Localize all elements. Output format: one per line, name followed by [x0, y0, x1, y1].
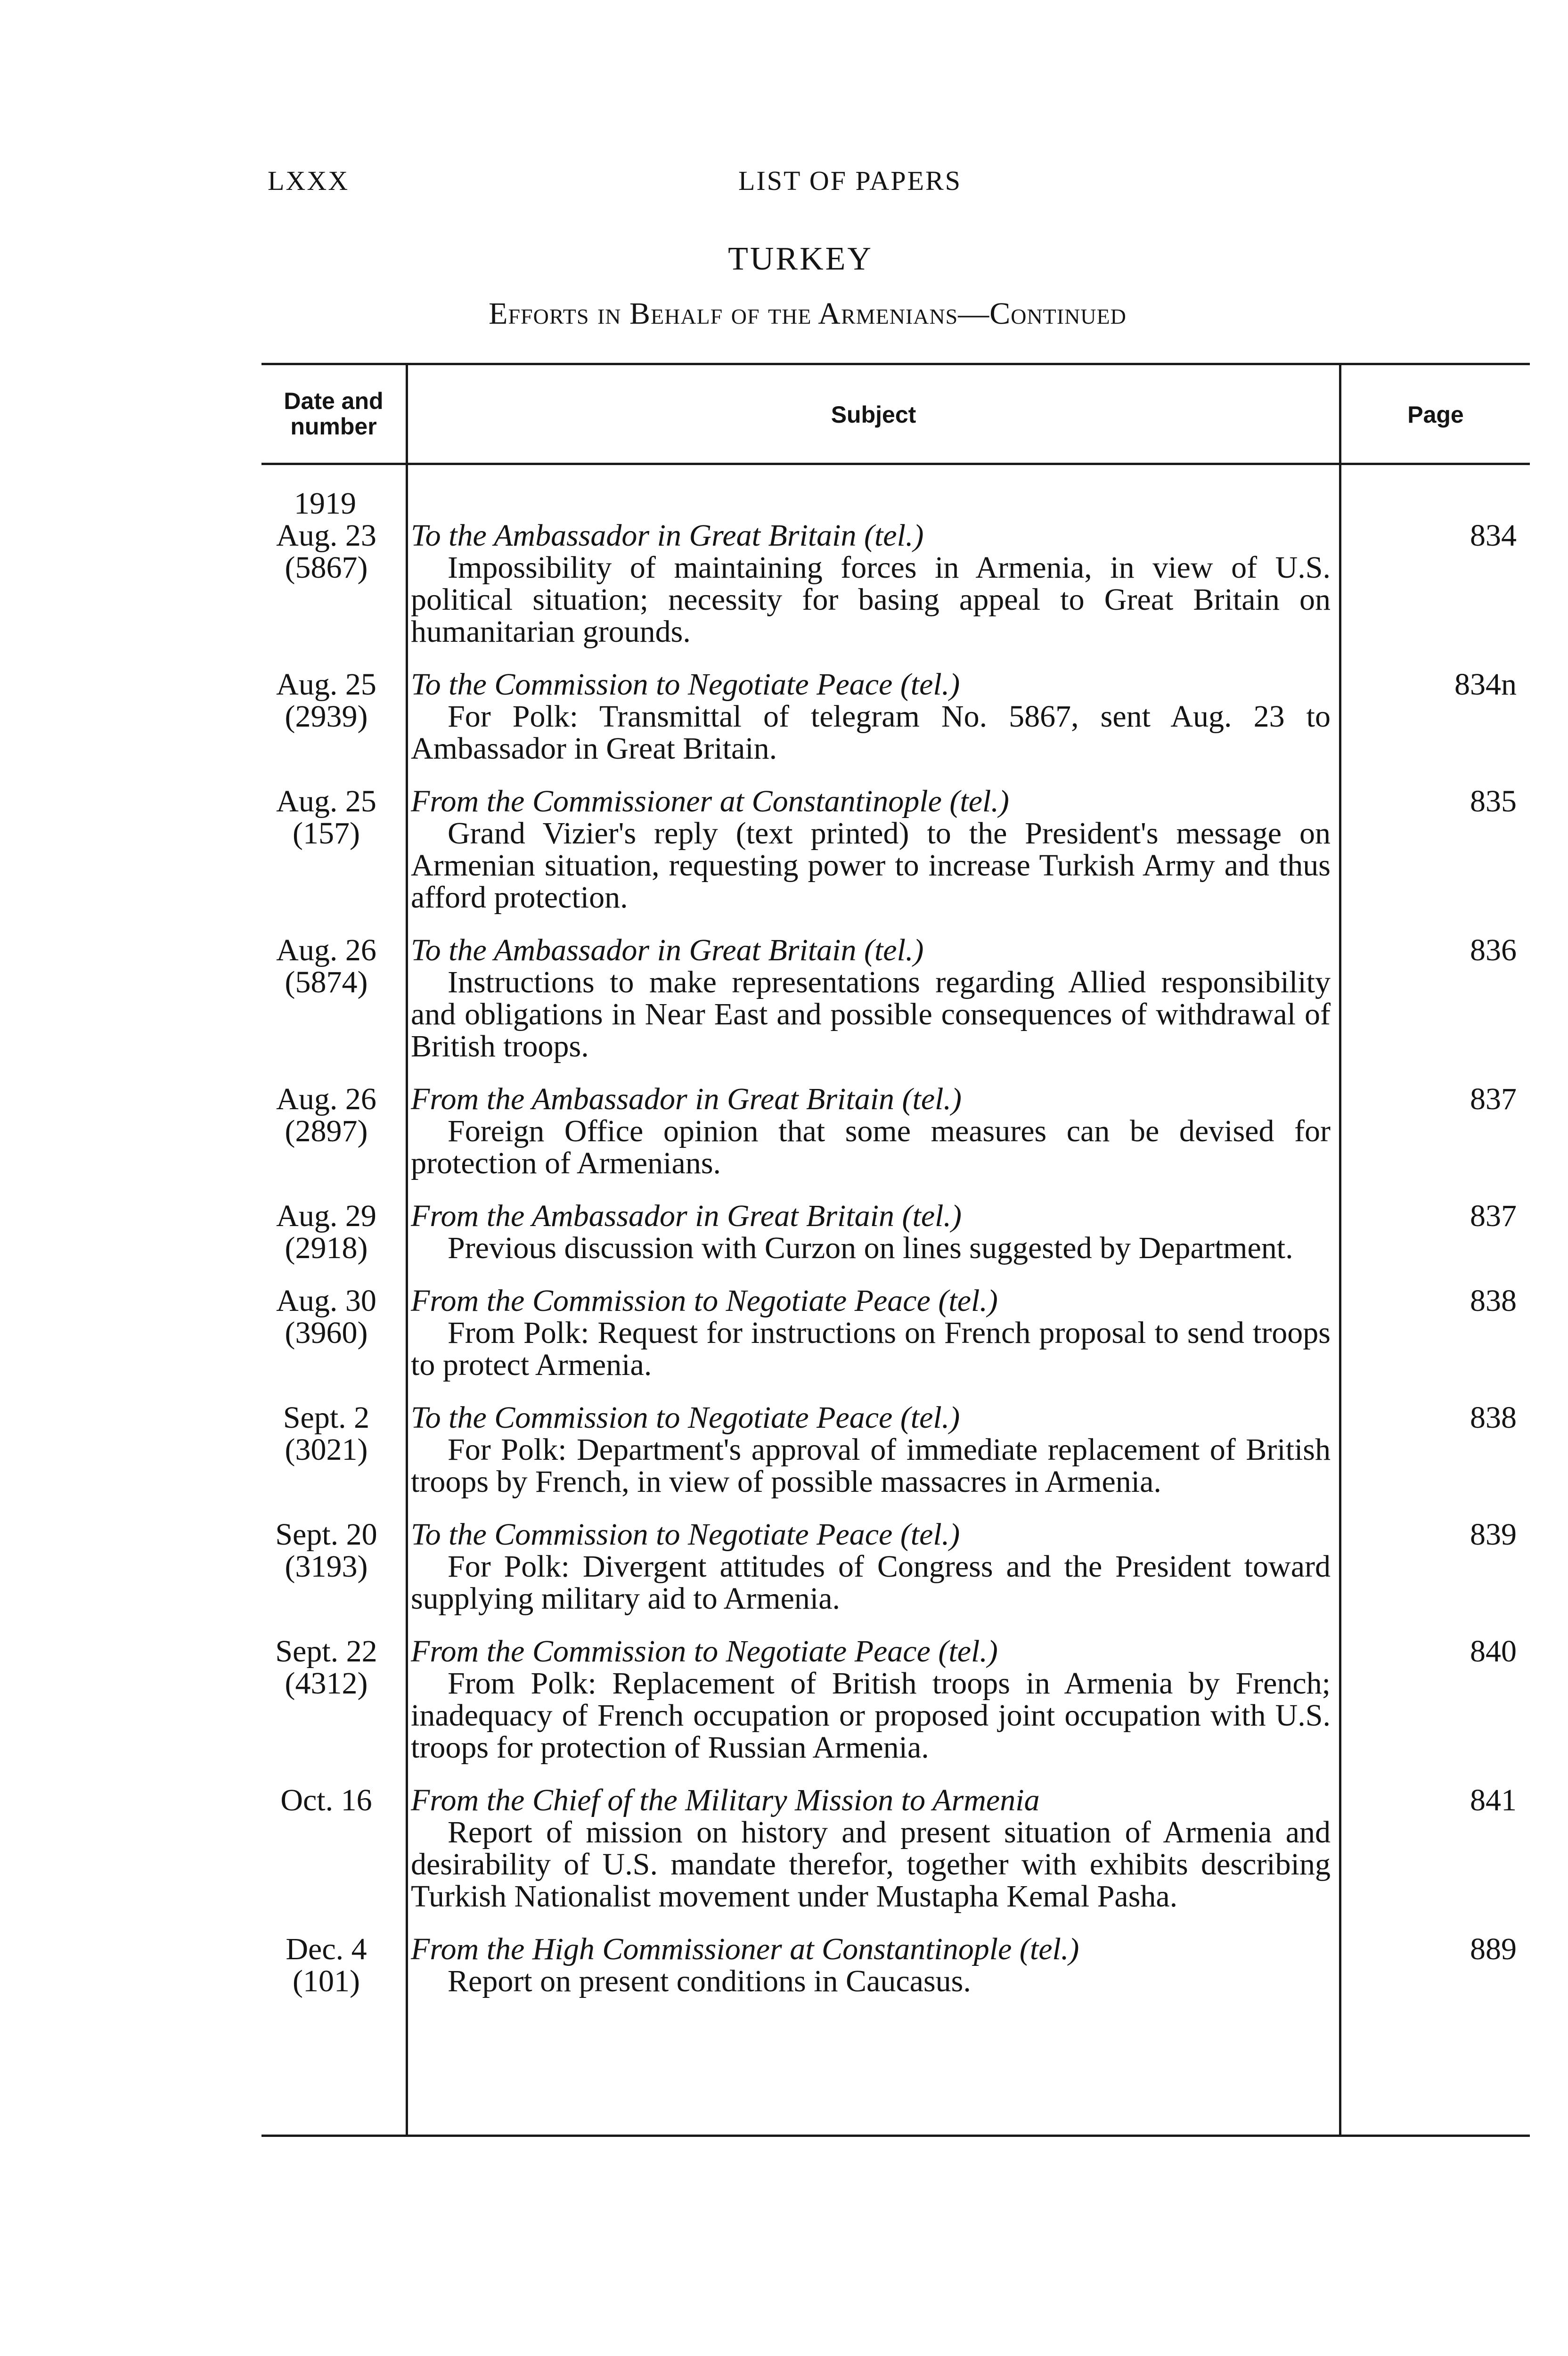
entry-subject-cell: [387, 785, 1339, 914]
entry-date: Sept. 22: [275, 1634, 377, 1669]
entry-description: Grand Vizier's reply (text printed) to the President's message on Armenian situation, requesting power to increase Turkish Army and thus afford protection.: [411, 816, 1331, 915]
entry-date-cell: [261, 934, 387, 1063]
entry-description: For Polk: Department's approval of immediate replacement of British troops by French, in view of possible massacres in Armenia.: [411, 1432, 1331, 1499]
entry-subject-cell: [387, 1636, 1339, 1764]
entry-page: 841: [1470, 1783, 1517, 1817]
list-item: [261, 934, 1530, 1063]
entry-subject-cell: [387, 1200, 1339, 1264]
entry-page: 834n: [1454, 667, 1517, 702]
entry-page: 889: [1470, 1932, 1517, 1966]
entry-date-cell: [261, 1285, 387, 1381]
list-item: [261, 669, 1530, 765]
entry-number: (2939): [285, 699, 368, 734]
entry-subject-cell: [387, 934, 1339, 1063]
page-folio: LXXX: [268, 165, 350, 196]
entry-number: (2897): [285, 1114, 368, 1148]
list-item: [261, 1402, 1530, 1498]
table-body: [261, 488, 1530, 2018]
entry-description: Instructions to make representations regarding Allied responsibility and obligations in Near East and possible consequences of withdrawal of British troops.: [411, 965, 1331, 1063]
entry-date: Aug. 25: [276, 667, 376, 702]
entry-page: 838: [1470, 1284, 1517, 1318]
entry-date: Sept. 20: [275, 1517, 377, 1552]
list-item: [261, 1784, 1530, 1913]
entry-addressee: From the Ambassador in Great Britain (tel.): [411, 1082, 962, 1116]
entry-date: Aug. 26: [276, 1082, 376, 1116]
entry-number: (101): [293, 1964, 360, 1998]
entry-number: (3193): [285, 1549, 368, 1584]
entry-description: Report of mission on history and present situation of Armenia and desirability of U.S. mandate therefor, together with exhibits describing Turkish Nationalist movement under Mustapha Kemal Pasha.: [411, 1815, 1331, 1914]
entry-addressee: From the Commission to Negotiate Peace (tel.): [411, 1634, 998, 1669]
entry-date-cell: [261, 669, 387, 765]
entry-addressee: From the Chief of the Military Mission to Armenia: [411, 1783, 1040, 1817]
entry-subject-cell: [387, 1784, 1339, 1913]
entry-date: Aug. 26: [276, 933, 376, 967]
entry-date-cell: [261, 520, 387, 648]
entry-addressee: From the Commission to Negotiate Peace (tel.): [411, 1284, 998, 1318]
entry-addressee: To the Commission to Negotiate Peace (tel.): [411, 1400, 960, 1435]
column-header-date: [261, 388, 406, 439]
entry-page: 838: [1470, 1400, 1517, 1435]
list-item: [261, 1285, 1530, 1381]
entry-addressee: To the Ambassador in Great Britain (tel.): [411, 518, 924, 553]
column-header-date-line1: Date and: [284, 388, 384, 414]
column-header-date-line2: number: [290, 413, 377, 440]
entry-description: Previous discussion with Curzon on lines suggested by Department.: [448, 1231, 1293, 1265]
entry-date: Aug. 23: [276, 518, 376, 553]
column-header-page: Page: [1407, 401, 1464, 428]
list-item: [261, 1636, 1530, 1764]
list-item: [261, 785, 1530, 914]
entry-description: From Polk: Replacement of British troops in Armenia by French; inadequacy of French occupation or proposed joint occupation with U.S. troops for protection of Russian Armenia.: [411, 1666, 1331, 1765]
entry-date: Sept. 2: [283, 1400, 370, 1435]
entry-number: (5867): [285, 550, 368, 585]
entry-date-cell: [261, 1200, 387, 1264]
entry-number: (5874): [285, 965, 368, 999]
entry-number: (3960): [285, 1316, 368, 1350]
list-item: [261, 520, 1530, 648]
entry-description: For Polk: Divergent attitudes of Congress and the President toward supplying military aid to Armenia.: [411, 1549, 1331, 1616]
entry-addressee: From the Ambassador in Great Britain (tel.): [411, 1199, 962, 1233]
entry-date-cell: [261, 1519, 387, 1615]
entry-page: 837: [1470, 1082, 1517, 1116]
entry-number: (3021): [285, 1432, 368, 1467]
entry-addressee: From the Commissioner at Constantinople (tel.): [411, 784, 1009, 818]
section-heading: Efforts in Behalf of the Armenians—Continued: [489, 296, 1127, 331]
entry-date-cell: [261, 1083, 387, 1179]
column-header-subject: Subject: [831, 401, 916, 428]
entry-subject-cell: [387, 669, 1339, 765]
entry-page: 835: [1470, 784, 1517, 818]
year-label: 1919: [294, 486, 356, 521]
entry-subject-cell: [387, 1402, 1339, 1498]
list-item: [261, 1519, 1530, 1615]
list-item: [261, 1200, 1530, 1264]
list-item: [261, 1933, 1530, 1997]
running-head: [0, 165, 1568, 207]
entry-page: 840: [1470, 1634, 1517, 1669]
year-row: [261, 488, 1530, 520]
entry-date: Oct. 16: [280, 1783, 372, 1817]
entry-page: 839: [1470, 1517, 1517, 1552]
entry-page: 836: [1470, 933, 1517, 967]
entry-number: (157): [293, 816, 360, 851]
entry-subject-cell: [387, 1519, 1339, 1615]
entry-description: From Polk: Request for instructions on French proposal to send troops to protect Armenia.: [411, 1316, 1331, 1382]
entry-subject-cell: [387, 1083, 1339, 1179]
country-heading: TURKEY: [728, 241, 873, 277]
entry-subject-cell: [387, 520, 1339, 648]
entry-date-cell: [261, 1636, 387, 1764]
entry-date-cell: [261, 785, 387, 914]
entry-description: Foreign Office opinion that some measures can be devised for protection of Armenians.: [411, 1114, 1331, 1180]
papers-table: [261, 363, 1530, 2144]
entry-addressee: To the Commission to Negotiate Peace (tel.): [411, 1517, 960, 1552]
list-item: [261, 1083, 1530, 1179]
entry-date: Aug. 29: [276, 1199, 376, 1233]
entry-description: For Polk: Transmittal of telegram No. 5867, sent Aug. 23 to Ambassador in Great Britain.: [411, 699, 1331, 766]
entry-description: Report on present conditions in Caucasus.: [448, 1964, 971, 1998]
entry-addressee: To the Commission to Negotiate Peace (tel.): [411, 667, 960, 702]
entry-addressee: From the High Commissioner at Constantinople (tel.): [411, 1932, 1079, 1966]
running-title: LIST OF PAPERS: [738, 165, 962, 196]
entry-date: Aug. 25: [276, 784, 376, 818]
entry-description: Impossibility of maintaining forces in Armenia, in view of U.S. political situation; necessity for basing appeal to Great Britain on humanitarian grounds.: [411, 550, 1331, 649]
table-bottom-rule: [261, 2135, 1530, 2137]
entry-subject-cell: [387, 1285, 1339, 1381]
entry-number: (2918): [285, 1231, 368, 1265]
entry-subject-cell: [387, 1933, 1339, 1997]
entry-date-cell: [261, 1784, 387, 1913]
entry-page: 837: [1470, 1199, 1517, 1233]
entry-addressee: To the Ambassador in Great Britain (tel.): [411, 933, 924, 967]
entry-date: Aug. 30: [276, 1284, 376, 1318]
entry-number: (4312): [285, 1666, 368, 1701]
entry-date-cell: [261, 1933, 387, 1997]
entry-page: 834: [1470, 518, 1517, 553]
entry-date-cell: [261, 1402, 387, 1498]
entry-date: Dec. 4: [286, 1932, 367, 1966]
